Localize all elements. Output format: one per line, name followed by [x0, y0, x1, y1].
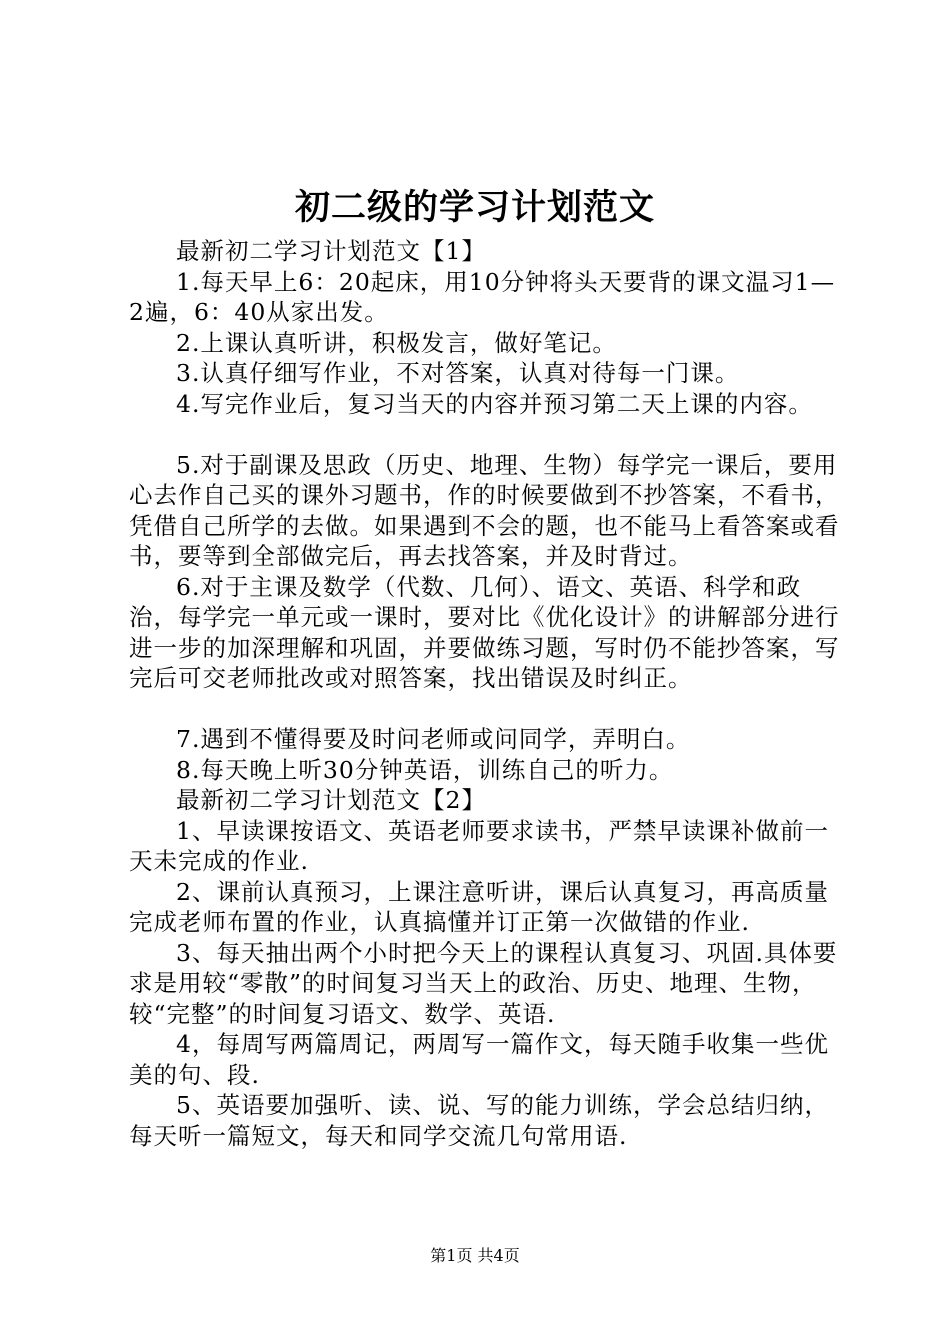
paragraph: 4.写完作业后，复习当天的内容并预习第二天上课的内容。 [176, 389, 813, 418]
paragraph: 3、每天抽出两个小时把今天上的课程认真复习、巩固.具体要求是用较“零散”的时间复习当天上的政治、历史、地理、生物，较“完整”的时间复习语文、数学、英语. [129, 938, 838, 1028]
paragraph: 3.认真仔细写作业，不对答案，认真对待每一门课。 [176, 359, 740, 387]
document-title: 初二级的学习计划范文 [294, 188, 655, 228]
paragraph: 8.每天晚上听30分钟英语，训练自己的听力。 [176, 755, 674, 784]
paragraph-gap [129, 694, 849, 725]
paragraph: 2、课前认真预习，上课注意听讲，课后认真复习，再高质量完成老师布置的作业，认真搞懂并订正第一次做错的作业. [129, 877, 829, 936]
page-footer: 第1页 共4页 [430, 1246, 520, 1265]
document-body [129, 236, 849, 1151]
paragraph: 1.每天早上6：20起床，用10分钟将头天要背的课文温习1—2遍，6：40从家出发。 [129, 267, 836, 326]
section-heading-2: 最新初二学习计划范文【2】 [176, 786, 486, 814]
section-heading-1: 最新初二学习计划范文【1】 [176, 237, 486, 265]
paragraph: 1、早读课按语文、英语老师要求读书，严禁早读课补做前一天未完成的作业. [129, 816, 829, 875]
paragraph: 2.上课认真听讲，积极发言，做好笔记。 [176, 328, 617, 357]
paragraph: 7.遇到不懂得要及时问老师或问同学，弄明白。 [176, 725, 691, 753]
paragraph: 6.对于主课及数学（代数、几何）、语文、英语、科学和政治，每学完一单元或一课时，要对比《优化设计》的讲解部分进行进一步的加深理解和巩固，并要做练习题，写时仍不能抄答案，写完后可交老师批改或对照答案，找出错误及时纠正。 [129, 572, 840, 692]
paragraph: 4，每周写两篇周记，两周写一篇作文，每天随手收集一些优美的句、段. [129, 1030, 829, 1089]
paragraph-gap [129, 419, 849, 450]
paragraph: 5.对于副课及思政（历史、地理、生物）每学完一课后，要用心去作自己买的课外习题书，作的时候要做到不抄答案，不看书，凭借自己所学的去做。如果遇到不会的题，也不能马上看答案或看书，要等到全部做完后，再去找答案，并及时背过。 [129, 450, 840, 570]
paragraph: 5、英语要加强听、读、说、写的能力训练，学会总结归纳，每天听一篇短文，每天和同学交流几句常用语. [129, 1091, 829, 1150]
